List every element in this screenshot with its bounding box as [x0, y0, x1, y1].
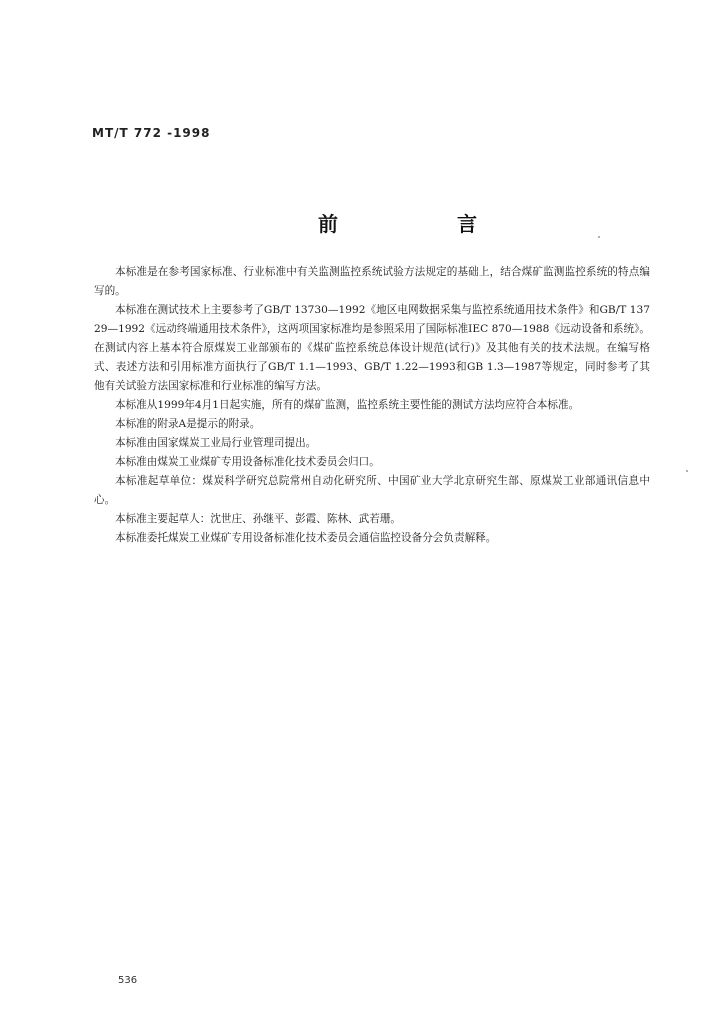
- page-title: 前 言: [318, 212, 533, 236]
- paragraph-proposed-by: 本标准由国家煤炭工业局行业管理司提出。: [115, 437, 317, 449]
- paragraph-administered-by: 本标准由煤炭工业煤矿专用设备标准化技术委员会归口。: [115, 456, 380, 468]
- paragraph-effective-date: 本标准从1999年4月1日起实施，所有的煤矿监测，监控系统主要性能的测试方法均应符合本标准。: [115, 399, 580, 411]
- scan-speck: [686, 470, 688, 472]
- paragraph-interpretation: 本标准委托煤炭工业煤矿专用设备标准化技术委员会通信监控设备分会负责解释。: [115, 532, 497, 544]
- paragraph-drafters: 本标准主要起草人：沈世庄、孙继平、彭霞、陈林、武若珊。: [115, 513, 402, 525]
- paragraph-references: 本标准在测试技术上主要参考了GB/T 13730—1992《地区电网数据采集与监控系统通用技术条件》和GB/T 13729—1992《远动终端通用技术条件》，这两项国家标准均是参照采用了国际标准IEC 870—1988《远动设备和系统》。在测试内容上基本符合原煤炭工业部颁布的《煤矿监控系统总体设计规范(试行)》及其他有关的技术法规。在编写格式、表述方法和引用标准方面执行了GB/T 1.1—1993、GB/T 1.22—1993和GB 1.3—1987等规定，同时参考了其他有关试验方法国家标准和行业标准的编写方法。: [94, 304, 650, 392]
- scan-speck: [598, 236, 600, 238]
- body-text: [94, 263, 650, 548]
- paragraph-drafting-units: 本标准起草单位：煤炭科学研究总院常州自动化研究所、中国矿业大学北京研究生部、原煤炭工业部通讯信息中心。: [94, 475, 650, 506]
- paragraph-appendix: 本标准的附录A是提示的附录。: [115, 418, 261, 430]
- standard-code: MT/T 772 -1998: [92, 126, 211, 140]
- paragraph-basis: 本标准是在参考国家标准、行业标准中有关监测监控系统试验方法规定的基础上，结合煤矿监测监控系统的特点编写的。: [94, 266, 650, 297]
- page-number: 536: [118, 975, 138, 986]
